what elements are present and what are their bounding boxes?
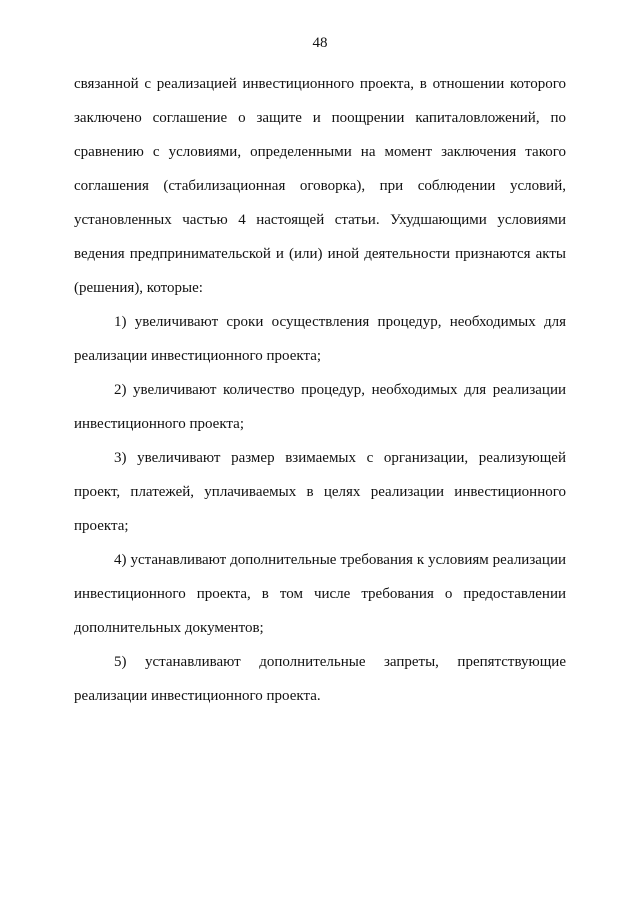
list-item-1: 1) увеличивают сроки осуществления процедур, необходимых для реализации инвестиционного проекта;	[74, 314, 566, 364]
list-item-2: 2) увеличивают количество процедур, необходимых для реализации инвестиционного проекта;	[74, 382, 566, 432]
page-number: 48	[312, 35, 328, 51]
paragraph-continuation: связанной с реализацией инвестиционного проекта, в отношении которого заключено соглашение о защите и поощрении капиталовложений, по сравнению с условиями, определенными на момент заключения такого соглашения (стабилизационная оговорка), при соблюдении условий, установленных частью 4 настоящей статьи. Ухудшающими условиями ведения предпринимательской и (или) иной деятельности признаются акты (решения), которые:	[74, 76, 566, 296]
document-body	[74, 67, 566, 713]
list-item-4: 4) устанавливают дополнительные требования к условиям реализации инвестиционного проекта, в том числе требования о предоставлении дополнительных документов;	[74, 552, 566, 636]
list-item-5: 5) устанавливают дополнительные запреты, препятствующие реализации инвестиционного проекта.	[74, 654, 566, 704]
list-item-3: 3) увеличивают размер взимаемых с организации, реализующей проект, платежей, уплачиваемых в целях реализации инвестиционного проекта;	[74, 450, 566, 534]
